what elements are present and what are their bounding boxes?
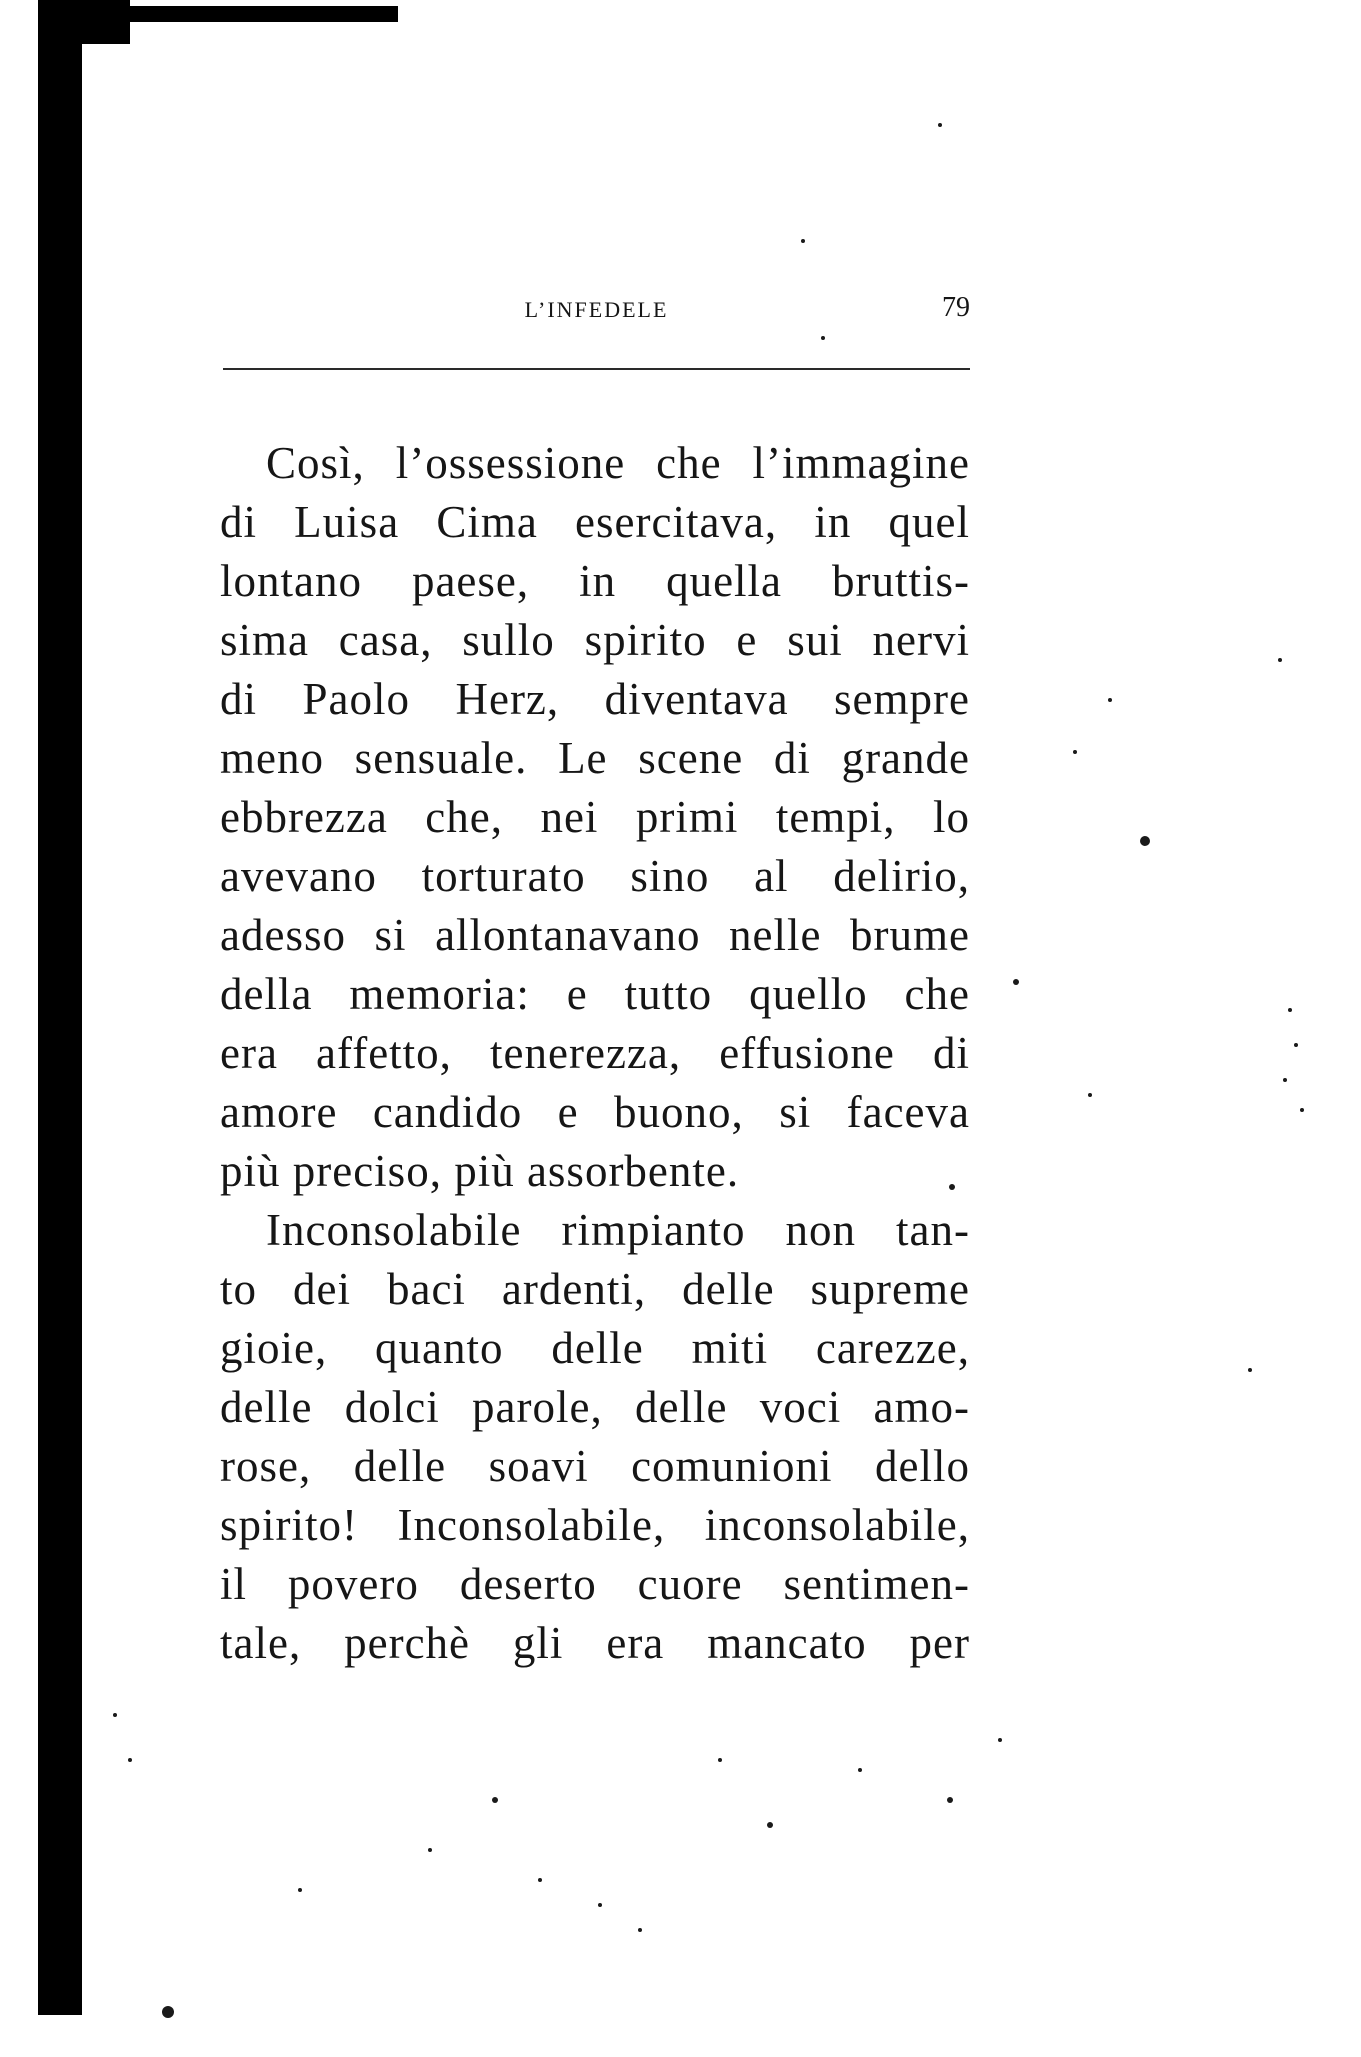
scan-edge-shadow	[38, 0, 82, 2015]
scan-speck	[162, 2006, 174, 2018]
scan-speck	[428, 1848, 432, 1852]
text-line: delle dolci parole, delle voci amo-	[220, 1382, 970, 1432]
scan-speck	[821, 336, 825, 340]
scan-speck	[801, 239, 805, 243]
running-head	[223, 292, 970, 328]
scan-speck	[128, 1758, 132, 1762]
scan-speck	[1288, 1008, 1292, 1012]
text-line: adesso si allontanavano nelle brume	[220, 910, 970, 960]
scan-speck	[1294, 1043, 1298, 1047]
scan-speck	[767, 1822, 773, 1828]
scan-speck	[1073, 750, 1077, 754]
scan-speck	[113, 1713, 117, 1717]
text-line: avevano torturato sino al delirio,	[220, 851, 970, 901]
text-line: to dei baci ardenti, delle supreme	[220, 1264, 970, 1314]
page-number: 79	[942, 292, 970, 323]
scan-speck	[1108, 698, 1112, 702]
text-line: era affetto, tenerezza, effusione di	[220, 1028, 970, 1078]
scan-speck	[1013, 979, 1019, 985]
scan-speck	[998, 1738, 1002, 1742]
text-line: gioie, quanto delle miti carezze,	[220, 1323, 970, 1373]
text-line: amore candido e buono, si faceva	[220, 1087, 970, 1137]
scan-speck	[1300, 1108, 1304, 1112]
text-line: ebbrezza che, nei primi tempi, lo	[220, 792, 970, 842]
text-line: più preciso, più assorbente.	[220, 1146, 740, 1196]
body-text	[220, 434, 970, 1673]
scan-speck	[598, 1903, 602, 1907]
text-line: meno sensuale. Le scene di grande	[220, 733, 970, 783]
scan-speck	[492, 1797, 498, 1803]
text-line: della memoria: e tutto quello che	[220, 969, 970, 1019]
scan-speck	[538, 1878, 542, 1882]
scan-speck	[718, 1758, 722, 1762]
text-line: spirito! Inconsolabile, inconsolabile,	[220, 1500, 970, 1550]
scan-top-edge-shadow	[80, 6, 398, 22]
running-title: L’INFEDELE	[524, 297, 669, 322]
scan-speck	[638, 1928, 642, 1932]
header-rule	[223, 368, 970, 370]
scan-speck	[1278, 658, 1282, 662]
text-line: sima casa, sullo spirito e sui nervi	[220, 615, 970, 665]
scan-speck	[947, 1797, 953, 1803]
scan-speck	[1283, 1078, 1287, 1082]
text-line: tale, perchè gli era mancato per	[220, 1618, 970, 1668]
scan-speck	[1248, 1368, 1252, 1372]
text-line: di Paolo Herz, diventava sempre	[220, 674, 970, 724]
scan-speck	[938, 123, 942, 127]
text-line: rose, delle soavi comunioni dello	[220, 1441, 970, 1491]
text-line: Inconsolabile rimpianto non tan-	[266, 1205, 970, 1255]
scan-speck	[858, 1768, 862, 1772]
text-line: il povero deserto cuore sentimen-	[220, 1559, 970, 1609]
text-line: Così, l’ossessione che l’immagine	[266, 438, 970, 488]
scan-speck	[1088, 1093, 1092, 1097]
scan-speck	[1140, 836, 1150, 846]
text-line: lontano paese, in quella bruttis-	[220, 556, 970, 606]
text-line: di Luisa Cima esercitava, in quel	[220, 497, 970, 547]
scan-speck	[298, 1888, 302, 1892]
